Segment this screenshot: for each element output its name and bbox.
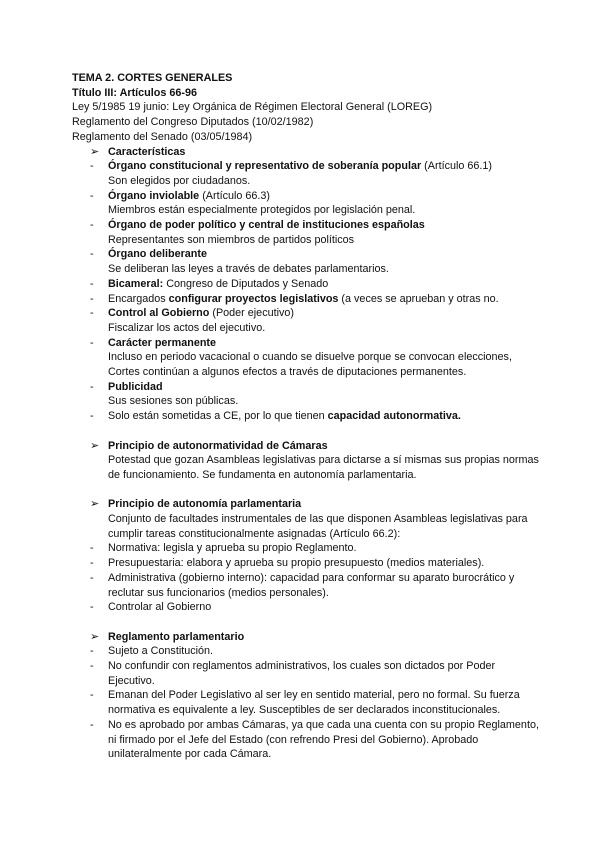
list-item: - Sujeto a Constitución.: [72, 644, 542, 659]
dash-bullet: -: [90, 160, 94, 173]
dash-bullet: -: [90, 307, 94, 320]
arrow-bullet-icon: ➢: [90, 630, 100, 643]
list-item: - Administrativa (gobierno interno): capacidad para conformar su aparato burocrático y reclutar sus funcionarios (medios personales).: [72, 571, 542, 600]
list-item: - Solo están sometidas a CE, por lo que tienen capacidad autonormativa.: [72, 409, 542, 424]
titulo-subtitle: Título III: Artículos 66-96: [72, 86, 197, 99]
list-item: - Encargados configurar proyectos legislativos (a veces se aprueban y otras no.: [72, 292, 542, 307]
list-item: - Normativa: legisla y aprueba su propio Reglamento.: [72, 541, 542, 556]
dash-bullet: -: [90, 660, 94, 673]
list-item: - Órgano de poder político y central de instituciones españolas Representantes son miembros de partidos políticos: [72, 218, 542, 247]
ref-reglamento-senado: Reglamento del Senado (03/05/1984): [72, 130, 253, 143]
dash-bullet: -: [90, 277, 94, 290]
list-item: - No es aprobado por ambas Cámaras, ya que cada una cuenta con su propio Reglamento, ni firmado por el Jefe del Estado (con refrendo Presi del Gobierno). Aprobado unilateralmente por cada Cámara.: [72, 718, 542, 762]
autonomia-body: Conjunto de facultades instrumentales de las que disponen Asambleas legislativas para cumplir tareas constitucionalmente asignadas (Artículo 66.2):: [108, 513, 528, 540]
arrow-bullet-icon: ➢: [90, 439, 100, 452]
dash-bullet: -: [90, 542, 94, 555]
caracteristicas-heading: ➢ Características: [90, 145, 186, 158]
dash-bullet: -: [90, 248, 94, 261]
list-item: - Órgano constitucional y representativo de soberanía popular (Artículo 66.1) Son elegidos por ciudadanos.: [72, 159, 542, 188]
dash-bullet: -: [90, 601, 94, 614]
dash-bullet: -: [90, 571, 94, 584]
list-item: - Publicidad Sus sesiones son públicas.: [72, 380, 542, 409]
document-page: [72, 71, 542, 762]
list-item: - Bicameral: Congreso de Diputados y Senado: [72, 277, 542, 292]
list-item: - Carácter permanente Incluso en periodo vacacional o cuando se disuelve porque se convocan elecciones, Cortes continúan a algunos efectos a través de diputaciones permanentes.: [72, 336, 542, 380]
reglamento-heading: ➢ Reglamento parlamentario: [90, 630, 245, 643]
list-item: - Órgano deliberante Se deliberan las leyes a través de debates parlamentarios.: [72, 247, 542, 276]
dash-bullet: -: [90, 189, 94, 202]
tema-title: TEMA 2. CORTES GENERALES: [72, 72, 233, 84]
arrow-bullet-icon: ➢: [90, 498, 100, 511]
ref-reglamento-congreso: Reglamento del Congreso Diputados (10/02/1982): [72, 116, 314, 129]
dash-bullet: -: [90, 557, 94, 570]
list-item: - Emanan del Poder Legislativo al ser ley en sentido material, pero no formal. Su fuerza normativa es equivalente a ley. Susceptibles de ser declarados inconstitucionales.: [72, 688, 542, 717]
dash-bullet: -: [90, 718, 94, 731]
ref-loreg: Ley 5/1985 19 junio: Ley Orgánica de Régimen Electoral General (LOREG): [72, 101, 433, 114]
dash-bullet: -: [90, 336, 94, 349]
arrow-bullet-icon: ➢: [90, 145, 100, 158]
autonormatividad-heading: ➢ Principio de autonormatividad de Cámaras: [90, 439, 328, 452]
list-item: - Órgano inviolable (Artículo 66.3) Miembros están especialmente protegidos por legislación penal.: [72, 189, 542, 218]
list-item: - Presupuestaria: elabora y aprueba su propio presupuesto (medios materiales).: [72, 556, 542, 571]
dash-bullet: -: [90, 292, 94, 305]
autonormatividad-body: Potestad que gozan Asambleas legislativas para dictarse a sí mismas sus propias normas de funcionamiento. Se fundamenta en autonomía parlamentaria.: [108, 454, 539, 481]
dash-bullet: -: [90, 219, 94, 232]
dash-bullet: -: [90, 645, 94, 658]
list-item: - No confundir con reglamentos administrativos, los cuales son dictados por Poder Ejecutivo.: [72, 659, 542, 688]
autonomia-heading: ➢ Principio de autonomía parlamentaria: [90, 498, 302, 511]
dash-bullet: -: [90, 410, 94, 423]
list-item: - Controlar al Gobierno: [72, 600, 542, 615]
list-item: - Control al Gobierno (Poder ejecutivo) Fiscalizar los actos del ejecutivo.: [72, 306, 542, 335]
dash-bullet: -: [90, 380, 94, 393]
dash-bullet: -: [90, 689, 94, 702]
